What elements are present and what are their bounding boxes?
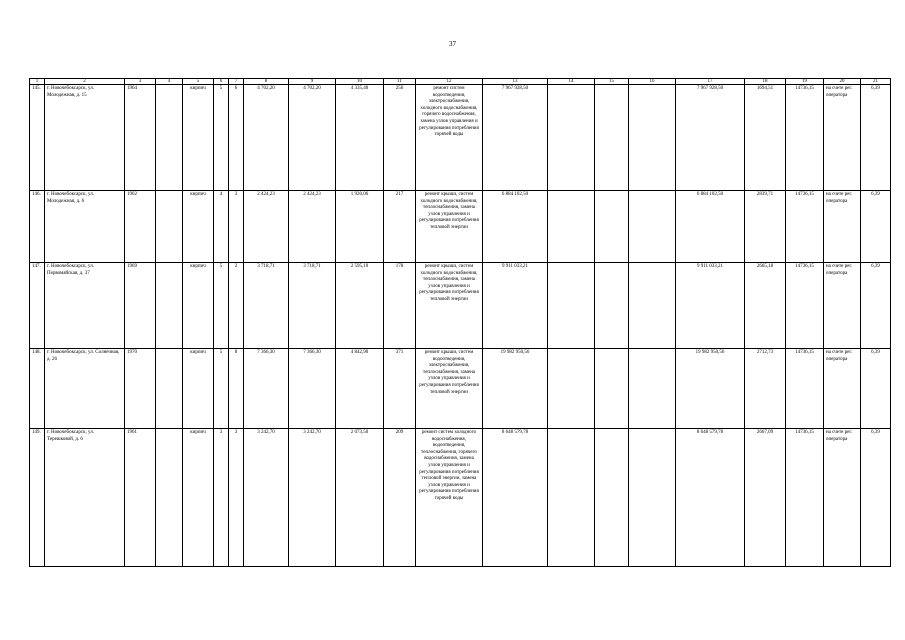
funding-method-cell: на счете рег. оператора <box>824 85 861 191</box>
empty-cell <box>156 429 183 567</box>
living-area-cell: 2 424,23 <box>289 191 336 263</box>
empty-cell <box>629 85 676 191</box>
works-cell: ремонт крыши, систем холодного водоснабжения, теплоснабжения, замена узлов управления и регулирования потребления тепловой энергии <box>416 263 483 349</box>
empty-cell <box>548 429 595 567</box>
term-cell: 6,39 <box>861 85 891 191</box>
column-number: 9 <box>289 79 336 85</box>
owners-cost-cell: 9 911 033,21 <box>676 263 745 349</box>
works-cell: ремонт крыши, систем водоотведения, электроснабжения, теплоснабжения, замена узлов управления и регулирования потребления тепловой энергии <box>416 349 483 429</box>
material-cell: кирпич <box>183 349 214 429</box>
column-number: 10 <box>336 79 384 85</box>
entrances-cell: 6 <box>229 85 244 191</box>
funding-method-cell: на счете рег. оператора <box>824 191 861 263</box>
year-cell: 1962 <box>125 191 156 263</box>
address-cell: г. Новочебоксарск, ул. Первомайская, д. 37 <box>45 263 125 349</box>
empty-cell <box>629 429 676 567</box>
flats-area-cell: 2 073,50 <box>336 429 384 567</box>
flats-area-cell: 2 595,10 <box>336 263 384 349</box>
column-number: 1 <box>30 79 45 85</box>
cost-limit-cell: 14736,15 <box>786 85 824 191</box>
entrances-cell: 3 <box>229 191 244 263</box>
column-number: 12 <box>416 79 483 85</box>
owners-cost-cell: 19 982 950,56 <box>676 349 745 429</box>
year-cell: 1970 <box>125 349 156 429</box>
funding-method-cell: на счете рег. оператора <box>824 263 861 349</box>
table-row <box>30 85 891 191</box>
flats-area-cell: 4 842,90 <box>336 349 384 429</box>
empty-cell <box>595 85 629 191</box>
registry-table <box>29 78 891 567</box>
entrances-cell: 2 <box>229 263 244 349</box>
owners-cost-cell: 6 884 102,50 <box>676 191 745 263</box>
address-cell: г. Новочебоксарск, ул. Молодежная, д. 15 <box>45 85 125 191</box>
floors-cell: 5 <box>214 349 229 429</box>
empty-cell <box>548 191 595 263</box>
flats-area-cell: 1 920,06 <box>336 191 384 263</box>
address-cell: г. Новочебоксарск, ул. Солнечная, д. 26 <box>45 349 125 429</box>
cost-per-m2-cell: 2712,73 <box>745 349 786 429</box>
column-number: 7 <box>229 79 244 85</box>
residents-cell: 178 <box>384 263 416 349</box>
material-cell: кирпич <box>183 263 214 349</box>
material-cell: кирпич <box>183 429 214 567</box>
owners-cost-cell: 8 648 579,78 <box>676 429 745 567</box>
column-number: 13 <box>483 79 548 85</box>
empty-cell <box>629 191 676 263</box>
total-area-cell: 7 366,30 <box>244 349 289 429</box>
cost-limit-cell: 14736,15 <box>786 349 824 429</box>
residents-cell: 217 <box>384 191 416 263</box>
living-area-cell: 3 242,70 <box>289 429 336 567</box>
column-number: 11 <box>384 79 416 85</box>
cost-limit-cell: 14736,15 <box>786 191 824 263</box>
residents-cell: 371 <box>384 349 416 429</box>
empty-cell <box>629 349 676 429</box>
column-number: 15 <box>595 79 629 85</box>
cost-limit-cell: 14736,15 <box>786 429 824 567</box>
empty-cell <box>548 85 595 191</box>
total-area-cell: 3 242,70 <box>244 429 289 567</box>
total-cost-cell: 19 982 950,56 <box>483 349 548 429</box>
works-cell: ремонт крыши, систем холодного водоснабжения, теплоснабжения, замена узлов управления и регулирования потребления тепловой энергии <box>416 191 483 263</box>
page-number: 37 <box>449 40 456 48</box>
empty-cell <box>595 263 629 349</box>
empty-cell <box>548 349 595 429</box>
empty-cell <box>156 349 183 429</box>
term-cell: 6,39 <box>861 349 891 429</box>
owners-cost-cell: 7 967 928,50 <box>676 85 745 191</box>
row-number: 148. <box>30 349 45 429</box>
total-cost-cell: 8 648 579,78 <box>483 429 548 567</box>
total-cost-cell: 9 911 033,21 <box>483 263 548 349</box>
cost-per-m2-cell: 2839,71 <box>745 191 786 263</box>
column-number: 2 <box>45 79 125 85</box>
total-area-cell: 2 424,23 <box>244 191 289 263</box>
floors-cell: 5 <box>214 263 229 349</box>
funding-method-cell: на счете рег. оператора <box>824 349 861 429</box>
column-number: 19 <box>786 79 824 85</box>
floors-cell: 4 <box>214 191 229 263</box>
column-number: 6 <box>214 79 229 85</box>
row-number: 146. <box>30 191 45 263</box>
residents-cell: 209 <box>384 429 416 567</box>
year-cell: 1964 <box>125 85 156 191</box>
column-number: 16 <box>629 79 676 85</box>
year-cell: 1961 <box>125 429 156 567</box>
term-cell: 6,39 <box>861 263 891 349</box>
total-area-cell: 4 702,20 <box>244 85 289 191</box>
entrances-cell: 8 <box>229 349 244 429</box>
total-cost-cell: 7 967 928,50 <box>483 85 548 191</box>
empty-cell <box>156 191 183 263</box>
floors-cell: 5 <box>214 85 229 191</box>
column-number: 4 <box>156 79 183 85</box>
entrances-cell: 3 <box>229 429 244 567</box>
cost-per-m2-cell: 2667,09 <box>745 429 786 567</box>
residents-cell: 256 <box>384 85 416 191</box>
living-area-cell: 3 718,71 <box>289 263 336 349</box>
address-cell: г. Новочебоксарск, ул. Молодежная, д. 6 <box>45 191 125 263</box>
table-row <box>30 429 891 567</box>
floors-cell: 3 <box>214 429 229 567</box>
column-number: 21 <box>861 79 891 85</box>
cost-per-m2-cell: 1694,51 <box>745 85 786 191</box>
empty-cell <box>156 263 183 349</box>
empty-cell <box>595 191 629 263</box>
material-cell: кирпич <box>183 191 214 263</box>
works-cell: ремонт систем водоотведения, электроснабжения, холодного водоснабжения, горячего водоснабжения, замена узлов управления и регулирования потребления горячей воды <box>416 85 483 191</box>
empty-cell <box>595 349 629 429</box>
table-row <box>30 263 891 349</box>
column-number: 18 <box>745 79 786 85</box>
cost-limit-cell: 14736,15 <box>786 263 824 349</box>
empty-cell <box>548 263 595 349</box>
works-cell: ремонт систем холодного водоснабжения, водоотведения, теплоснабжения, горячего водоснабжения, замена узлов управления и регулирования потребления тепловой энергии, замена узлов управления и регулирования потребления горячей воды <box>416 429 483 567</box>
flats-area-cell: 4 335,40 <box>336 85 384 191</box>
row-number: 145. <box>30 85 45 191</box>
cost-per-m2-cell: 2665,18 <box>745 263 786 349</box>
row-number: 147. <box>30 263 45 349</box>
address-cell: г. Новочебоксарск, ул. Терешковой, д. 6 <box>45 429 125 567</box>
term-cell: 6,39 <box>861 429 891 567</box>
column-number: 3 <box>125 79 156 85</box>
term-cell: 6,39 <box>861 191 891 263</box>
table-row <box>30 349 891 429</box>
empty-cell <box>156 85 183 191</box>
total-cost-cell: 6 884 102,50 <box>483 191 548 263</box>
column-number: 5 <box>183 79 214 85</box>
living-area-cell: 7 366,30 <box>289 349 336 429</box>
column-number: 17 <box>676 79 745 85</box>
funding-method-cell: на счете рег. оператора <box>824 429 861 567</box>
empty-cell <box>629 263 676 349</box>
column-number: 8 <box>244 79 289 85</box>
row-number: 149. <box>30 429 45 567</box>
living-area-cell: 4 702,20 <box>289 85 336 191</box>
table-row <box>30 191 891 263</box>
material-cell: кирпич <box>183 85 214 191</box>
column-number: 14 <box>548 79 595 85</box>
year-cell: 1969 <box>125 263 156 349</box>
total-area-cell: 3 718,71 <box>244 263 289 349</box>
empty-cell <box>595 429 629 567</box>
column-number: 20 <box>824 79 861 85</box>
